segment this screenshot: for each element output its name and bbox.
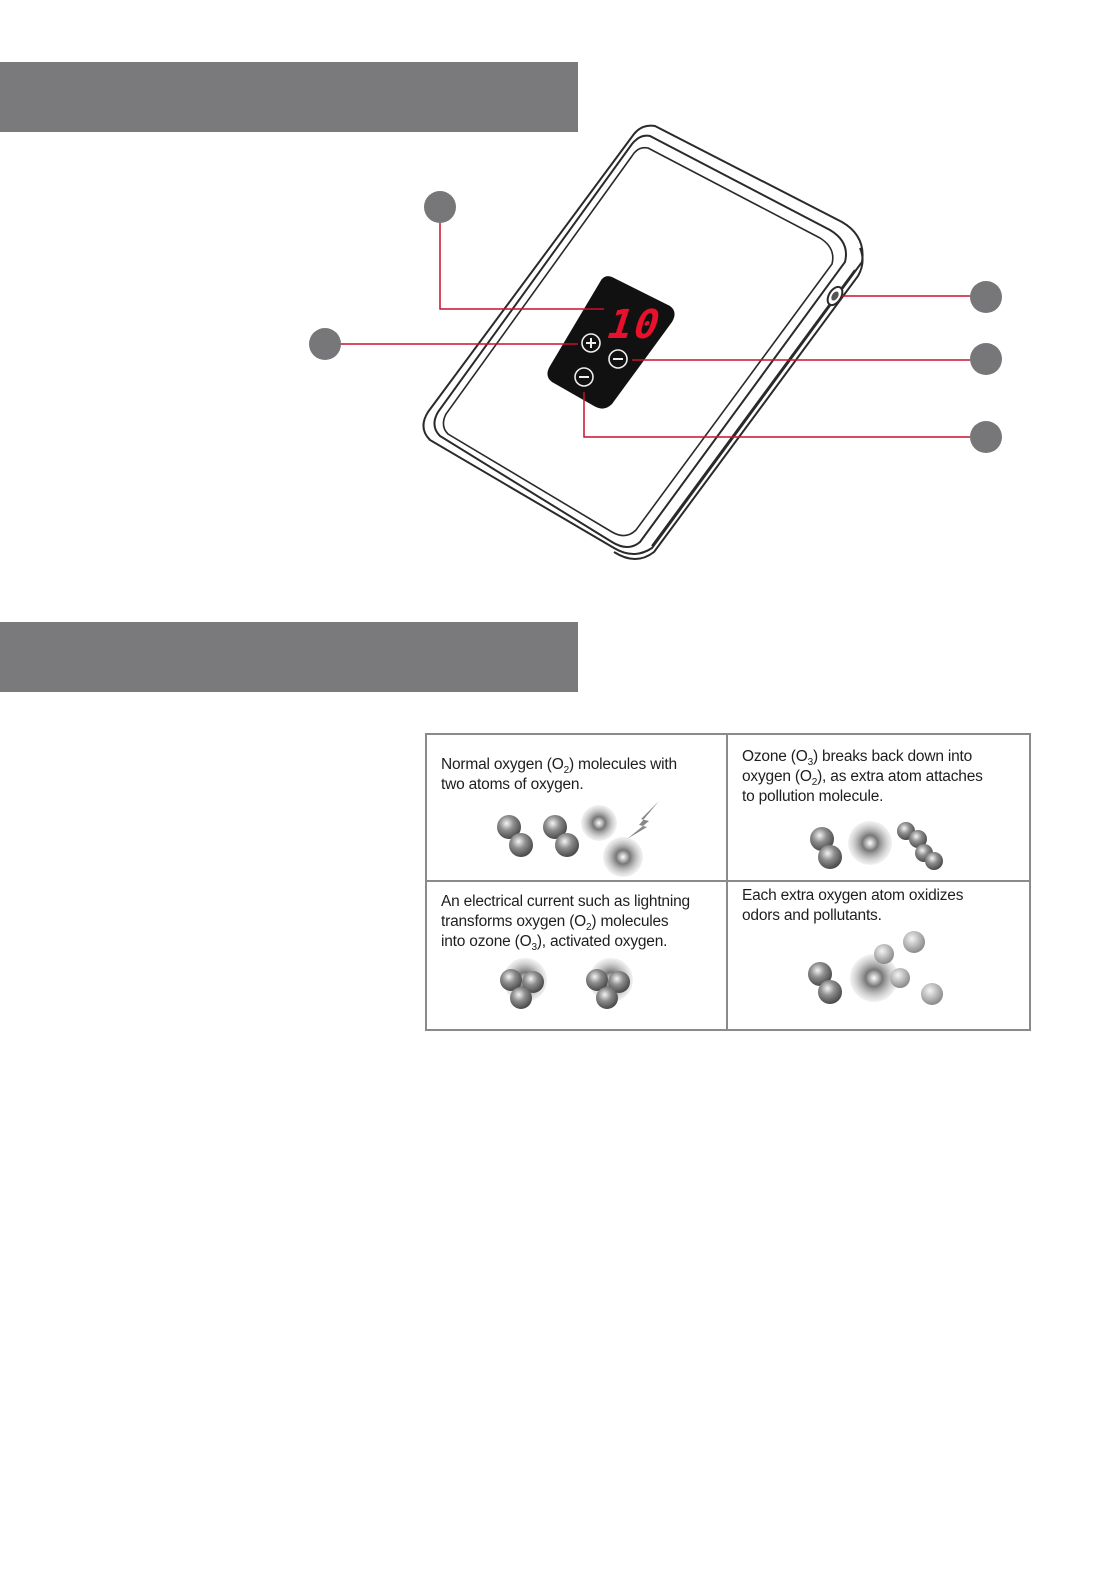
panel-text: An electrical current such as lightning transforms oxygen $(O_2)$ molecules into ozone $(O_3)$, activated oxygen.	[441, 893, 690, 954]
panel-text: Ozone $(O_3)$ breaks back down into oxygen $(O_2)$, as extra atom attaches to pollution molecule.	[742, 748, 983, 805]
panel-oxidizes-odors	[728, 882, 1029, 1029]
callout-marker-minus	[970, 343, 1002, 375]
device-diagram	[0, 0, 1120, 600]
lightning-icon	[627, 801, 659, 839]
section-header-band-middle	[0, 622, 578, 692]
ozone-breakdown-illustration	[728, 735, 1030, 883]
plus-button[interactable]	[582, 334, 600, 352]
callout-marker-plus	[309, 328, 341, 360]
callout-marker-port	[970, 281, 1002, 313]
callout-marker-display	[424, 191, 456, 223]
ozone-formation-illustration	[427, 882, 729, 1030]
oxidation-illustration	[728, 882, 1030, 1030]
panel-normal-oxygen	[427, 735, 728, 882]
display-reading: 10	[601, 300, 669, 348]
panel-text: Normal oxygen $(O_2)$ molecules with two atoms of oxygen.	[441, 756, 677, 793]
ozone-process-table	[425, 733, 1031, 1031]
panel-text: Each extra oxygen atom oxidizes odors and pollutants.	[742, 887, 964, 924]
panel-electrical-current	[427, 882, 728, 1029]
oxygen-molecules-illustration	[427, 735, 729, 883]
panel-ozone-breakdown	[728, 735, 1029, 882]
callout-marker-power	[970, 421, 1002, 453]
power-button[interactable]	[575, 368, 593, 386]
minus-button[interactable]	[609, 350, 627, 368]
